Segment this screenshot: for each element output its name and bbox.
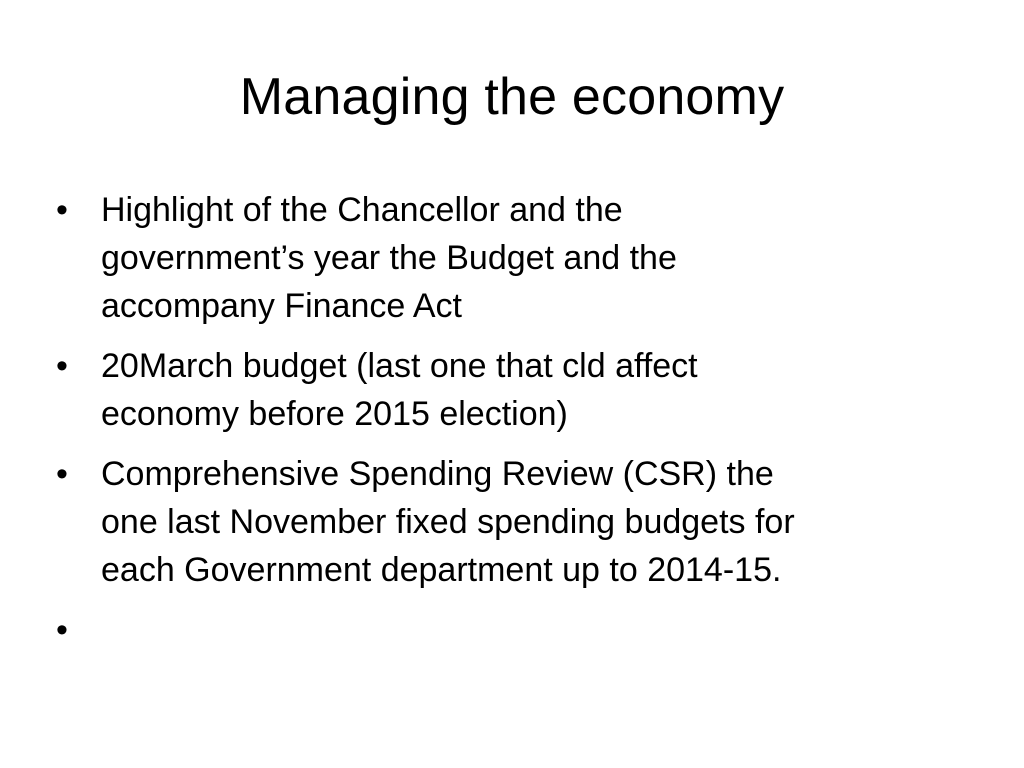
slide-title: Managing the economy (239, 68, 785, 126)
bullet-dot-icon: • (56, 191, 68, 229)
bullet-3-line-2: one last November fixed spending budgets for (101, 503, 795, 541)
bullet-dot-icon: • (56, 347, 68, 385)
bullet-dot-icon: • (56, 611, 68, 649)
bullet-item-2 (56, 342, 976, 438)
bullet-2-line-2: economy before 2015 election) (101, 395, 568, 433)
bullet-1-line-3: accompany Finance Act (101, 287, 462, 325)
bullet-1-line-2: government’s year the Budget and the (101, 239, 677, 277)
bullet-2-line-1: 20March budget (last one that cld affect (101, 347, 698, 385)
bullet-3-line-3: each Government department up to 2014-15. (101, 551, 782, 589)
bullet-3-line-1: Comprehensive Spending Review (CSR) the (101, 455, 774, 493)
bullet-1-line-1: Highlight of the Chancellor and the (101, 191, 623, 229)
bullet-dot-icon: • (56, 455, 68, 493)
bullet-item-4-empty (56, 606, 976, 654)
bullet-item-3 (56, 450, 976, 594)
bullet-item-1 (56, 186, 976, 330)
bullet-list (56, 186, 976, 666)
